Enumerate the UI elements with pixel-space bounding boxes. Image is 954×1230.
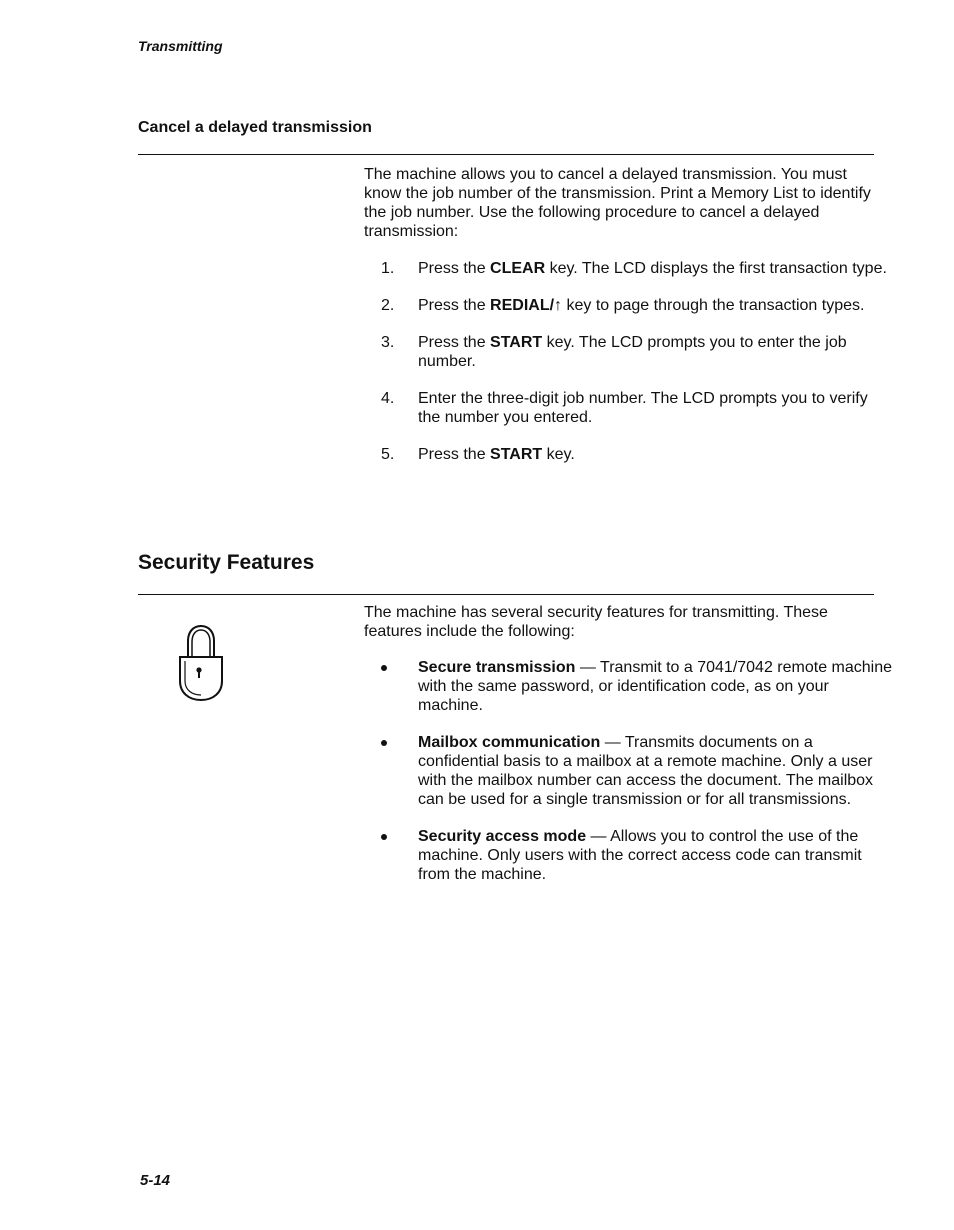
key-name: REDIAL/ bbox=[490, 297, 555, 314]
step-number: 1. bbox=[381, 260, 395, 277]
step-text: Enter the three-digit job number. The LCD prompts you to verify the number you entered. bbox=[418, 390, 868, 426]
feature-item bbox=[364, 658, 894, 715]
key-name: CLEAR bbox=[490, 260, 546, 277]
cancel-intro-paragraph: The machine allows you to cancel a delayed transmission. You must know the job number of the transmission. Print a Memory List to identify the job number. Use the following procedure to cancel a delayed transmission: bbox=[364, 166, 871, 240]
step-text: Press the bbox=[418, 334, 491, 351]
step-item bbox=[364, 333, 894, 371]
security-section-heading: Security Features bbox=[138, 551, 315, 574]
step-text: key. bbox=[542, 446, 575, 463]
step-text: Press the bbox=[418, 297, 491, 314]
section-divider bbox=[138, 154, 874, 155]
security-intro-paragraph: The machine has several security features for transmitting. These features include the following: bbox=[364, 604, 828, 640]
step-item bbox=[364, 296, 894, 315]
bullet-icon bbox=[381, 665, 387, 671]
padlock-icon bbox=[176, 623, 228, 703]
step-text: Press the bbox=[418, 260, 491, 277]
key-name: START bbox=[490, 334, 543, 351]
key-name: START bbox=[490, 446, 543, 463]
section-divider bbox=[138, 594, 874, 595]
feature-term: Mailbox communication bbox=[418, 734, 601, 751]
bullet-icon bbox=[381, 834, 387, 840]
step-item bbox=[364, 445, 894, 464]
step-number: 3. bbox=[381, 334, 395, 351]
step-text: key to page through the transaction types. bbox=[562, 297, 865, 314]
step-number: 5. bbox=[381, 446, 395, 463]
feature-description: — Transmits documents on a confidential basis to a mailbox at a remote machine. Only a user with the mailbox number can access the document. The mailbox can be used for a single transmission or for all transmissions. bbox=[418, 734, 874, 808]
step-number: 4. bbox=[381, 390, 395, 407]
step-item bbox=[364, 259, 894, 278]
feature-item bbox=[364, 733, 894, 809]
up-arrow-icon: ↑ bbox=[554, 297, 563, 314]
cancel-steps-list bbox=[364, 259, 894, 482]
feature-term: Security access mode bbox=[418, 828, 587, 845]
feature-term: Secure transmission bbox=[418, 659, 576, 676]
security-features-list bbox=[364, 658, 894, 902]
feature-description: — Allows you to control the use of the machine. Only users with the correct access code can transmit from the machine. bbox=[418, 828, 862, 883]
page-number: 5-14 bbox=[140, 1172, 171, 1189]
feature-item bbox=[364, 827, 894, 884]
step-number: 2. bbox=[381, 297, 395, 314]
step-item bbox=[364, 389, 894, 427]
cancel-section-heading: Cancel a delayed transmission bbox=[138, 119, 372, 136]
bullet-icon bbox=[381, 740, 387, 746]
step-text: key. The LCD displays the first transaction type. bbox=[545, 260, 887, 277]
step-text: key. The LCD prompts you to enter the job number. bbox=[418, 334, 847, 370]
step-text: Press the bbox=[418, 446, 491, 463]
running-header: Transmitting bbox=[138, 38, 223, 54]
feature-description: — Transmit to a 7041/7042 remote machine with the same password, or identification code, as on your machine. bbox=[418, 659, 893, 714]
